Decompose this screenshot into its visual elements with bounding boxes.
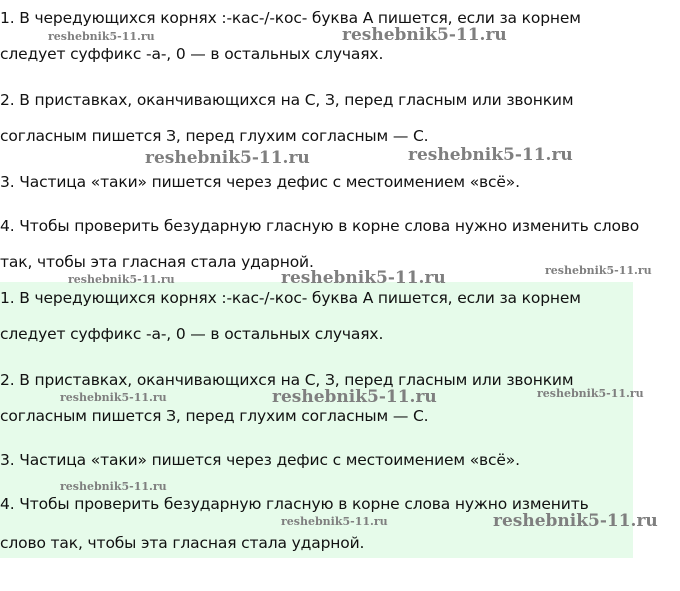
watermark: reshebnik5-11.ru xyxy=(545,264,652,277)
block2-rule3-line1: 3. Частица «таки» пишется через дефис с местоимением «всё». xyxy=(0,451,520,469)
block2-rule2-line1: 2. В приставках, оканчивающихся на С, З, перед гласным или звонким xyxy=(0,371,574,389)
block1-rule2-line2: согласным пишется З, перед глухим согласным — С. xyxy=(0,127,429,145)
watermark: reshebnik5-11.ru xyxy=(60,391,167,404)
block2-rule2-line2: согласным пишется З, перед глухим согласным — С. xyxy=(0,407,429,425)
watermark: reshebnik5-11.ru xyxy=(281,268,446,288)
watermark: reshebnik5-11.ru xyxy=(493,511,658,531)
block2-rule4-line1: 4. Чтобы проверить безударную гласную в корне слова нужно изменить xyxy=(0,495,589,513)
block1-rule1-line2: следует суффикс -а-, 0 — в остальных случаях. xyxy=(0,45,384,63)
block2-rule4-line2: слово так, чтобы эта гласная стала ударной. xyxy=(0,534,365,552)
block2-rule1-line1: 1. В чередующихся корнях :-кас-/-кос- буква А пишется, если за корнем xyxy=(0,289,581,307)
watermark: reshebnik5-11.ru xyxy=(48,30,155,43)
block1-rule1-line1: 1. В чередующихся корнях :-кас-/-кос- буква А пишется, если за корнем xyxy=(0,9,581,27)
watermark: reshebnik5-11.ru xyxy=(408,145,573,165)
watermark: reshebnik5-11.ru xyxy=(68,273,175,286)
block2-rule1-line2: следует суффикс -а-, 0 — в остальных случаях. xyxy=(0,325,384,343)
watermark: reshebnik5-11.ru xyxy=(145,148,310,168)
watermark: reshebnik5-11.ru xyxy=(342,25,507,45)
block1-rule3-line1: 3. Частица «таки» пишется через дефис с местоимением «всё». xyxy=(0,173,520,191)
watermark: reshebnik5-11.ru xyxy=(537,387,644,400)
block1-rule2-line1: 2. В приставках, оканчивающихся на С, З, перед гласным или звонким xyxy=(0,91,574,109)
watermark: reshebnik5-11.ru xyxy=(60,480,167,493)
watermark: reshebnik5-11.ru xyxy=(281,515,388,528)
block1-rule4-line1: 4. Чтобы проверить безударную гласную в корне слова нужно изменить слово xyxy=(0,217,640,235)
block1-rule4-line2: так, чтобы эта гласная стала ударной. xyxy=(0,253,314,271)
watermark: reshebnik5-11.ru xyxy=(272,387,437,407)
